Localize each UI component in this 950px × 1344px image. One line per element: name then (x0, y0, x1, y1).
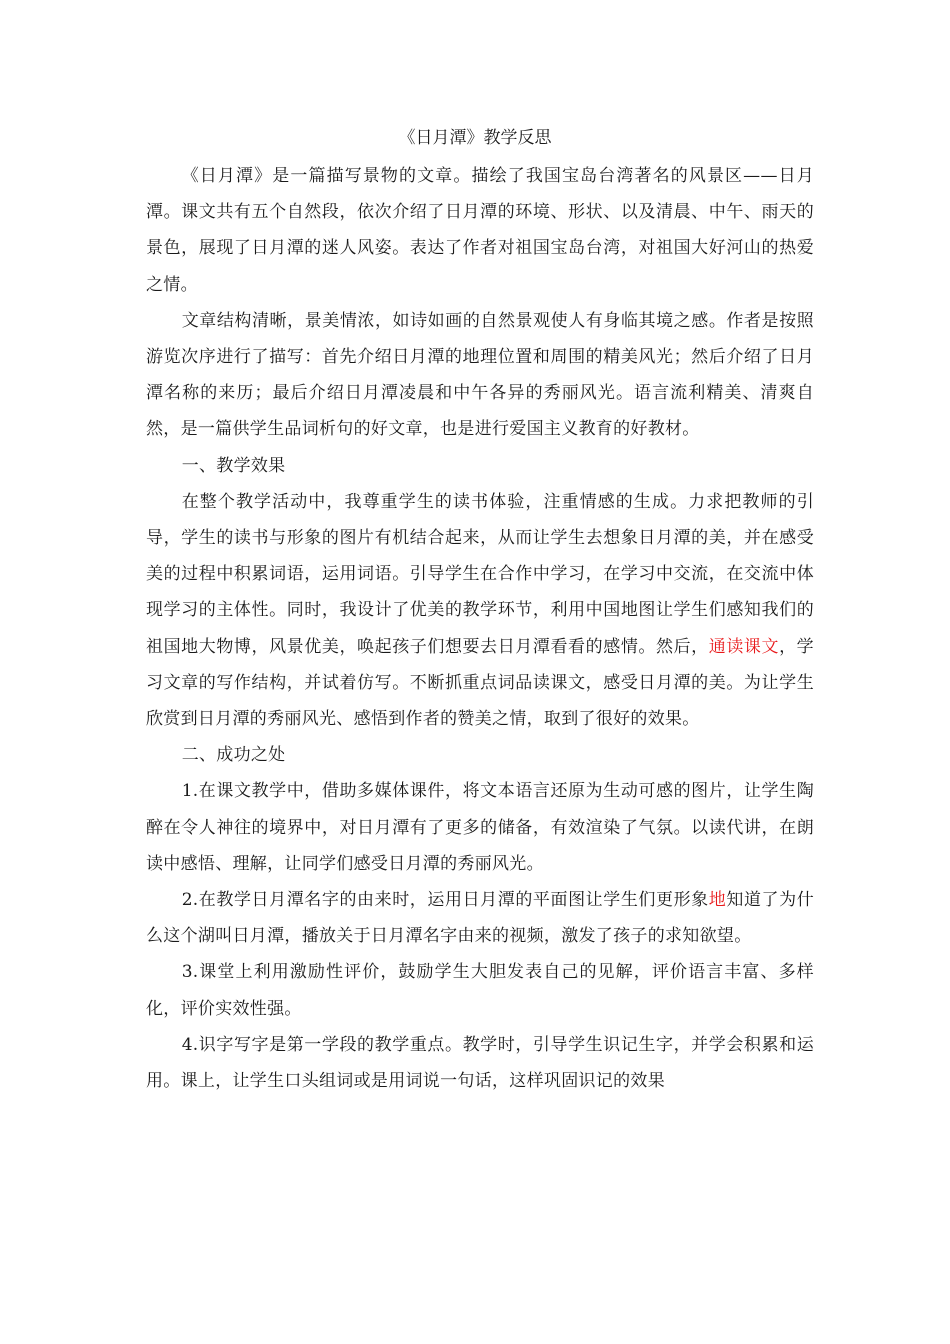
highlighted-phrase: 通读课文 (708, 636, 780, 657)
intro-paragraph-2: 文章结构清晰，景美情浓，如诗如画的自然景观使人有身临其境之感。作者是按照游览次序进行了描写：首先介绍日月潭的地理位置和周围的精美风光；然后介绍了日月潭名称的来历；最后介绍日月潭凌晨和中午各异的秀丽风光。语言流利精美、清爽自然，是一篇供学生品词析句的好文章，也是进行爱国主义教育的好教材。 (146, 310, 814, 440)
success-item-3: 3.课堂上利用激励性评价，鼓励学生大胆发表自己的见解，评价语言丰富、多样化，评价实效性强。 (146, 962, 814, 1019)
teaching-effect-paragraph (146, 484, 814, 737)
success-item-1: 1.在课文教学中，借助多媒体课件，将文本语言还原为生动可感的图片，让学生陶醉在令人神往的境界中，对日月潭有了更多的储备，有效渲染了气氛。以读代讲，在朗读中感悟、理解，让同学们感受日月潭的秀丽风光。 (146, 781, 814, 874)
success-item-2-text-start: 2.在教学日月潭名字的由来时，运用日月潭的平面图让学生们更形象 (181, 890, 709, 911)
teaching-effect-text-end: ，学习文章的写作结构，并试着仿写。不断抓重点词品读课文，感受日月潭的美。为让学生欣赏到日月潭的秀丽风光、感悟到作者的赞美之情，取到了很好的效果。 (146, 636, 814, 730)
section-heading-teaching-effect: 一、教学效果 (181, 455, 286, 476)
success-item-2-text-end: 知道了为什么这个湖叫日月潭，播放关于日月潭名字由来的视频，激发了孩子的求知欲望。 (146, 890, 814, 947)
section-heading-successes: 二、成功之处 (181, 745, 286, 766)
success-item-2 (146, 882, 814, 954)
highlighted-character: 地 (708, 890, 727, 911)
teaching-effect-text-start: 在整个教学活动中，我尊重学生的读书体验，注重情感的生成。力求把教师的引导，学生的读书与形象的图片有机结合起来，从而让学生去想象日月潭的美，并在感受美的过程中积累词语，运用词语。引导学生在合作中学习，在学习中交流，在交流中体现学习的主体性。同时，我设计了优美的教学环节，利用中国地图让学生们感知我们的祖国地大物博，风景优美，唤起孩子们想要去日月潭看看的感情。然后， (146, 491, 814, 657)
intro-paragraph-1: 《日月潭》是一篇描写景物的文章。描绘了我国宝岛台湾著名的风景区——日月潭。课文共有五个自然段，依次介绍了日月潭的环境、形状、以及清晨、中午、雨天的景色，展现了日月潭的迷人风姿。表达了作者对祖国宝岛台湾，对祖国大好河山的热爱之情。 (146, 166, 814, 295)
success-item-4: 4.识字写字是第一学段的教学重点。教学时，引导学生识记生字，并学会积累和运用。课上，让学生口头组词或是用词说一句话，这样巩固识记的效果 (146, 1034, 814, 1092)
document-body (146, 158, 814, 1099)
document-title: 《日月潭》教学反思 (398, 128, 552, 148)
